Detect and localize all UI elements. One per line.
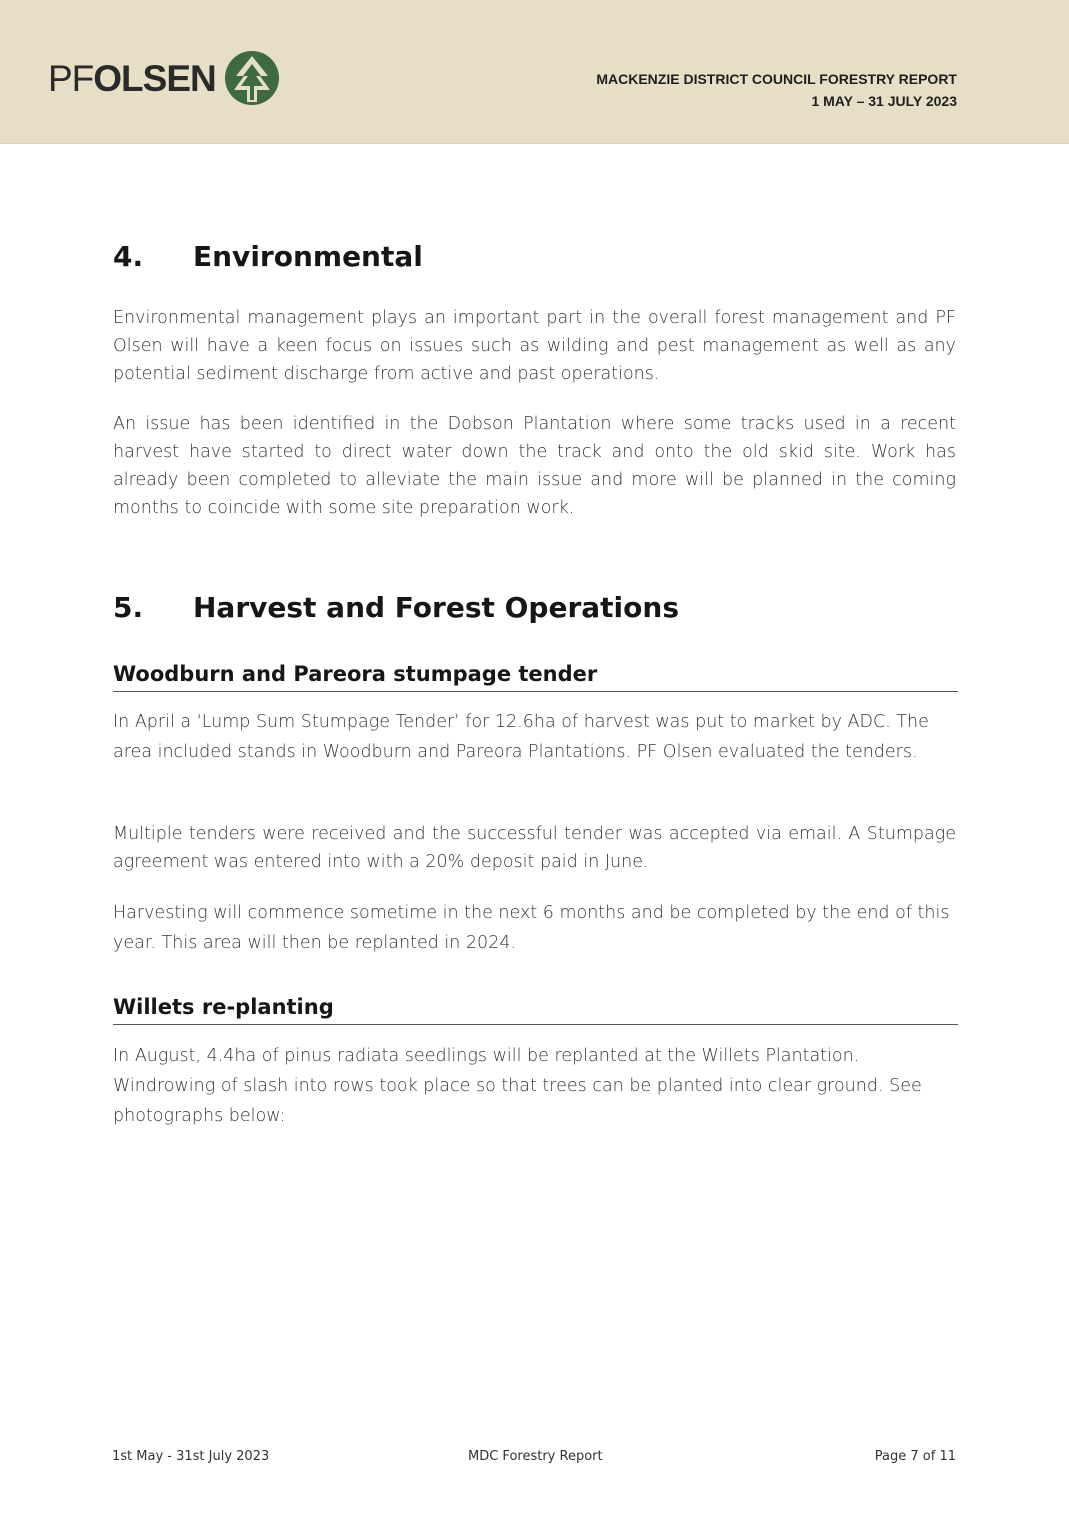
footer-page-number: Page 7 of 11 — [874, 1449, 956, 1464]
report-heading — [596, 68, 957, 112]
stumpage-paragraph-2: Multiple tenders were received and the successful tender was accepted via email. A Stumpage agreement was entered into with a 20% deposit paid in June. — [113, 824, 956, 872]
pf-olsen-logo — [48, 48, 282, 108]
page-header — [0, 0, 1069, 144]
environmental-paragraph-1-wrap — [113, 304, 956, 388]
environmental-paragraph-2: An issue has been identified in the Dobson Plantation where some tracks used in a recent harvest have started to direct water down the track and onto the old skid site. Work has already been completed to alleviate the main issue and more will be planned in the coming months to coincide with some site preparation work. — [113, 414, 956, 518]
report-period: 1 MAY – 31 JULY 2023 — [811, 93, 957, 109]
environmental-paragraph-1: Environmental management plays an important part in the overall forest management and PF Olsen will have a keen focus on issues such as wilding and pest management as well as any potential sediment discharge from active and past operations. — [113, 308, 956, 384]
footer-report-name: MDC Forestry Report — [468, 1449, 603, 1464]
subsection-stumpage-tender — [113, 662, 956, 692]
stumpage-paragraph-1: In April a ‘Lump Sum Stumpage Tender’ for 12.6ha of harvest was put to market by ADC. The area included stands in Woodburn and Pareora Plantations. PF Olsen evaluated the tenders. — [113, 712, 929, 762]
subsection-willets-replanting — [113, 995, 956, 1025]
stumpage-paragraph-3-wrap — [113, 898, 956, 958]
stumpage-paragraph-3: Harvesting will commence sometime in the next 6 months and be completed by the end of this year. This area will then be replanted in 2024. — [113, 903, 950, 953]
subsection-title: Woodburn and Pareora stumpage tender — [113, 662, 958, 692]
section-environmental — [113, 240, 956, 273]
section-number: 4. — [113, 240, 144, 273]
willets-paragraph-1: In August, 4.4ha of pinus radiata seedlings will be replanted at the Willets Plantation. Windrowing of slash into rows took place so that trees can be planted into clear ground. See photographs below: — [113, 1046, 922, 1126]
subsection-title: Willets re-planting — [113, 995, 958, 1025]
section-harvest — [113, 591, 956, 624]
section-heading — [113, 591, 956, 624]
section-title: Harvest and Forest Operations — [193, 591, 679, 624]
logo-wordmark: PFOLSEN — [48, 57, 216, 99]
stumpage-paragraph-1-wrap — [113, 707, 956, 767]
stumpage-paragraph-2-wrap — [113, 820, 956, 876]
tree-icon — [222, 50, 282, 106]
section-number: 5. — [113, 591, 144, 624]
report-title: MACKENZIE DISTRICT COUNCIL FORESTRY REPORT — [596, 71, 957, 87]
section-heading — [113, 240, 956, 273]
environmental-paragraph-2-wrap — [113, 410, 956, 522]
willets-paragraph-1-wrap — [113, 1041, 956, 1131]
section-title: Environmental — [193, 240, 423, 273]
footer-date-range: 1st May - 31st July 2023 — [112, 1449, 270, 1464]
